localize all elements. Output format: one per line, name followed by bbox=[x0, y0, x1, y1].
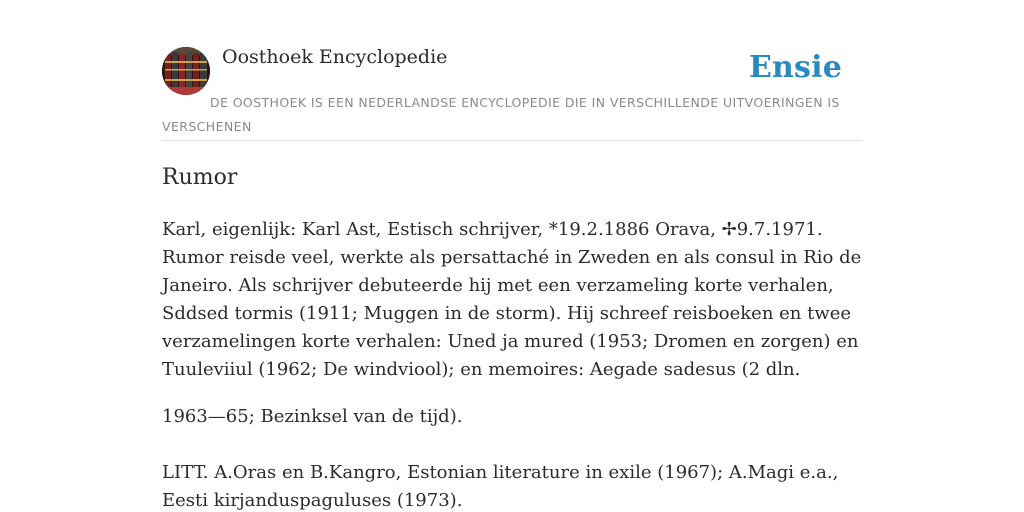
site-tagline: DE OOSTHOEK IS EEN NEDERLANDSE ENCYCLOPEDIE DIE IN VERSCHILLENDE UITVOERINGEN IS VERSCHENEN bbox=[162, 95, 840, 134]
article-paragraph: 1963—65; Bezinksel van de tijd). bbox=[162, 406, 463, 427]
site-name[interactable]: Oosthoek Encyclopedie bbox=[222, 46, 448, 68]
site-header bbox=[162, 0, 862, 141]
article-title: Rumor bbox=[162, 165, 238, 190]
article-paragraph: Karl, eigenlijk: Karl Ast, Estisch schrijver, *19.2.1886 Orava, ✢9.7.1971. Rumor reisde veel, werkte als persattaché in Zweden en als consul in Rio de Janeiro. Als schrijver debuteerde hij met een verzameling korte verhalen, Sddsed tormis (1911; Muggen in de storm). Hij schreef reisboeken en twee verzamelingen korte verhalen: Uned ja mured (1953; Dromen en zorgen) en Tuuleviiul (1962; De windviool); en memoires: Aegade sadesus (2 dln. bbox=[162, 219, 862, 380]
encyclopedia-avatar-icon[interactable] bbox=[162, 47, 210, 95]
article bbox=[162, 160, 862, 512]
brand-logo[interactable]: Ensie bbox=[748, 50, 842, 85]
article-literature: LITT. A.Oras en B.Kangro, Estonian literature in exile (1967); A.Magi e.a., Eesti kirjanduspaguluses (1973). bbox=[162, 462, 839, 511]
